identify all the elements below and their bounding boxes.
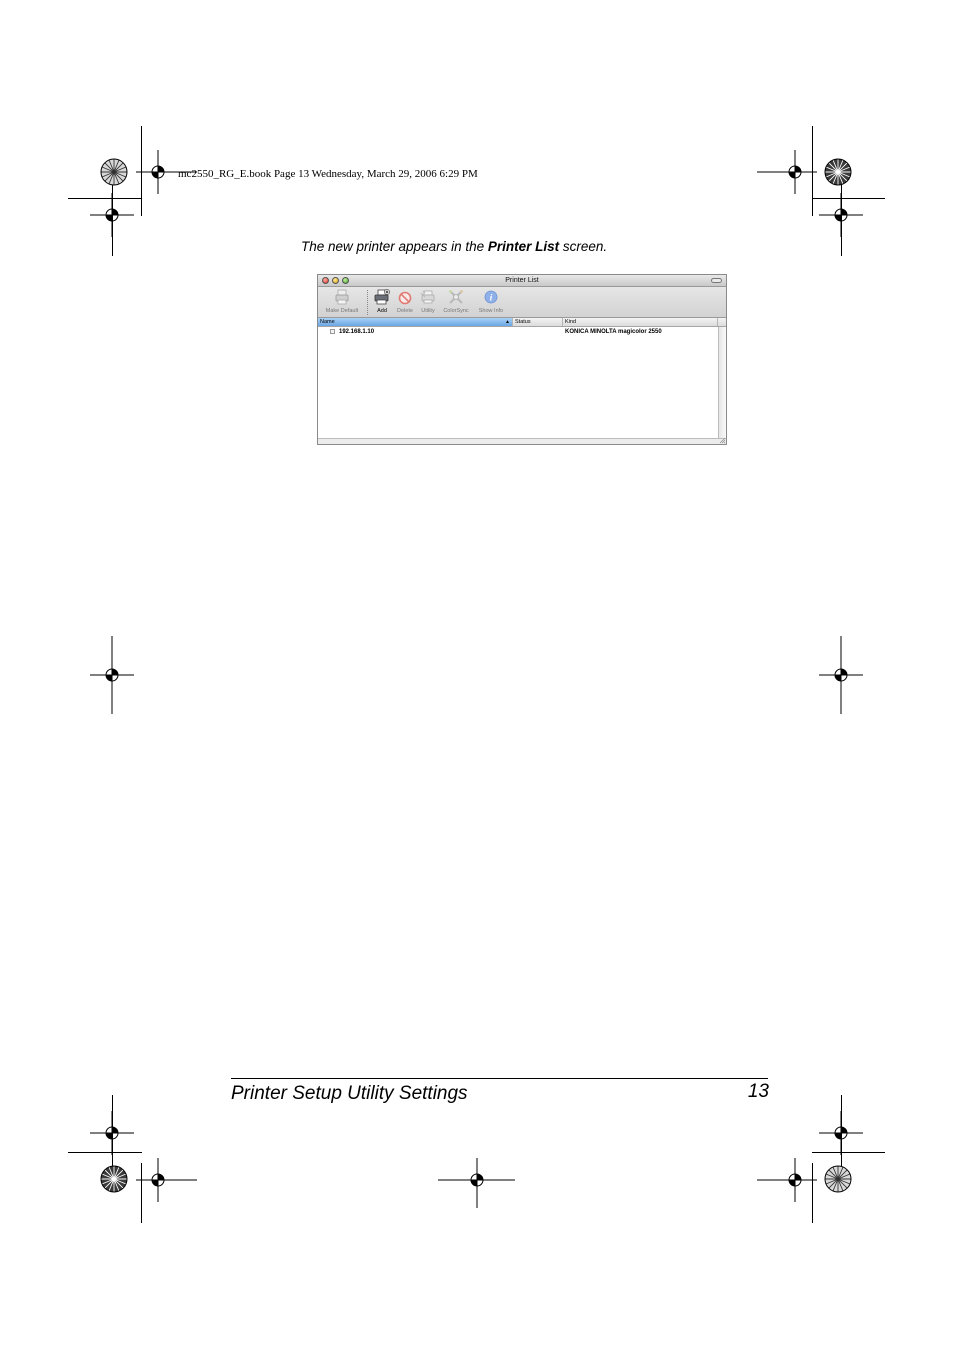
footer-title: Printer Setup Utility Settings — [231, 1083, 468, 1104]
toolbar-label: ColorSync — [443, 308, 469, 314]
column-name[interactable] — [318, 318, 513, 326]
delete-button[interactable] — [394, 289, 416, 314]
utility-button[interactable] — [417, 289, 439, 314]
printer-add-icon — [374, 289, 390, 305]
printer-list-window — [317, 274, 727, 445]
vertical-scrollbar[interactable] — [718, 327, 726, 441]
delete-icon — [397, 289, 413, 305]
crosshair-target — [819, 1111, 863, 1155]
colorsync-icon — [448, 289, 464, 305]
resize-grip-icon[interactable] — [718, 436, 726, 444]
printer-kind: KONICA MINOLTA magicolor 2550 — [565, 329, 662, 335]
toolbar-label: Make Default — [325, 308, 359, 314]
printer-name: 192.168.1.10 — [339, 329, 375, 335]
svg-text:i: i — [489, 292, 493, 303]
toolbar-toggle-button[interactable] — [711, 278, 722, 283]
toolbar — [318, 287, 726, 318]
printer-list — [318, 327, 719, 441]
column-status[interactable]: Status — [513, 318, 563, 326]
info-icon — [483, 289, 499, 305]
make-default-button[interactable] — [321, 289, 363, 314]
print-header: mc2550_RG_E.book Page 13 Wednesday, March 29, 2006 6:29 PM — [178, 168, 478, 180]
star-target — [101, 159, 127, 185]
star-target — [825, 159, 851, 185]
intro-after: screen. — [559, 239, 608, 254]
add-button[interactable] — [372, 289, 392, 314]
toolbar-separator — [367, 290, 368, 315]
utility-icon — [420, 289, 436, 305]
show-info-button[interactable] — [475, 289, 507, 314]
printer-default-icon — [334, 289, 350, 305]
colorsync-button[interactable] — [441, 289, 471, 314]
toolbar-label: Show Info — [478, 308, 504, 314]
intro-text — [301, 239, 607, 254]
intro-before: The new printer appears in the — [301, 239, 488, 254]
toolbar-label: Utility — [421, 308, 435, 314]
window-title: Printer List — [505, 277, 539, 284]
page-number: 13 — [747, 1081, 769, 1102]
star-target — [825, 1166, 851, 1192]
column-name-label: Name — [320, 319, 335, 325]
table-row[interactable] — [318, 328, 719, 336]
crosshair-target — [90, 1111, 134, 1155]
title-bar[interactable] — [318, 275, 726, 287]
intro-emphasis: Printer List — [487, 239, 560, 254]
window-bottom-bar — [318, 438, 726, 444]
toolbar-label: Delete — [397, 308, 413, 314]
crosshair-target — [819, 193, 863, 237]
sort-arrow-icon: ▲ — [505, 319, 510, 325]
star-target — [101, 1166, 127, 1192]
footer-rule — [231, 1078, 768, 1079]
toolbar-label: Add — [377, 308, 387, 314]
column-header — [318, 318, 726, 327]
crosshair-target — [90, 193, 134, 237]
default-checkbox[interactable] — [330, 329, 335, 334]
column-kind[interactable]: Kind — [563, 318, 718, 326]
